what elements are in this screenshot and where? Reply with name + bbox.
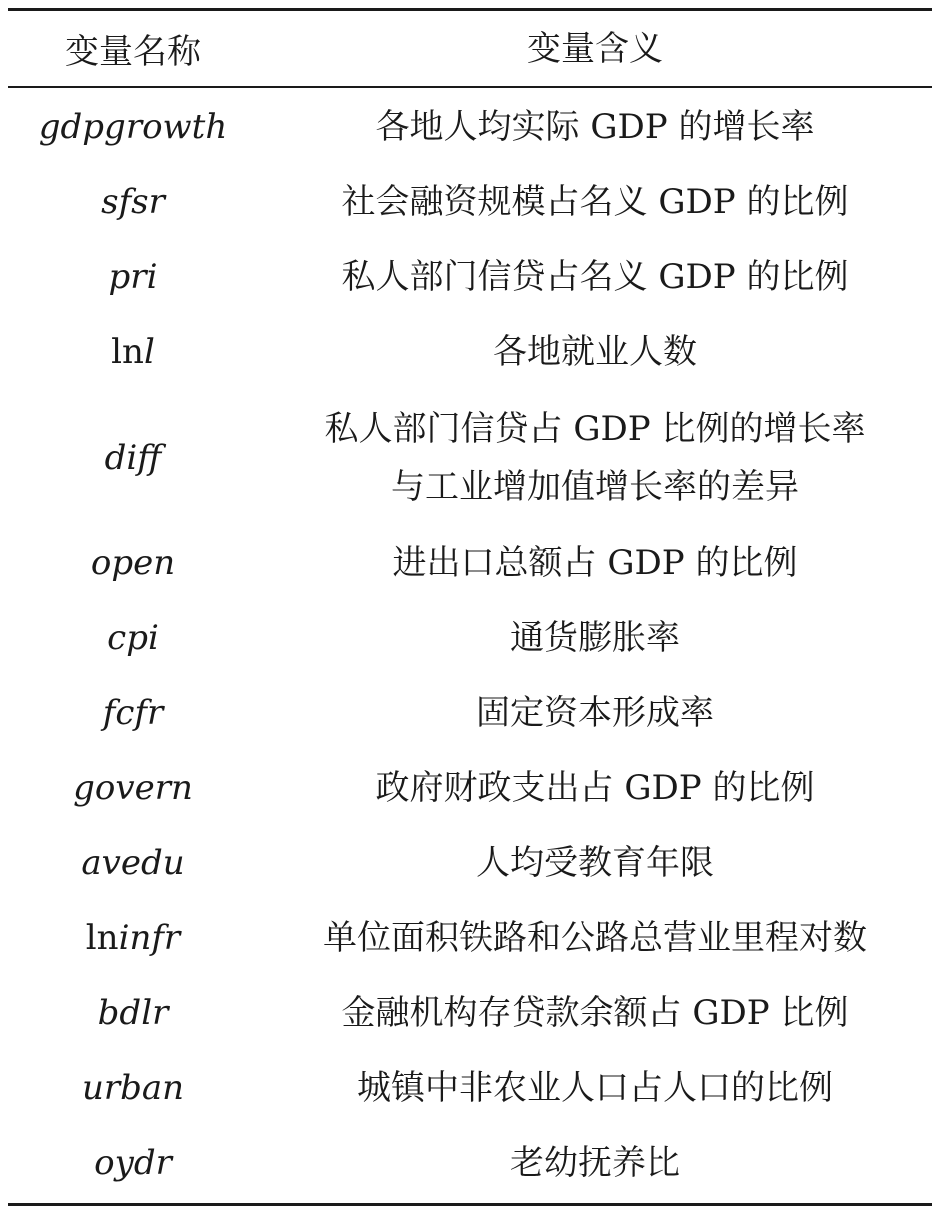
variable-name: pri	[108, 257, 158, 297]
table-header-row	[8, 11, 932, 86]
table-row	[8, 601, 932, 676]
variable-name: bdlr	[97, 993, 169, 1033]
variable-meaning: 城镇中非农业人口占人口的比例	[357, 1068, 833, 1108]
header-variable-name: 变量名称	[65, 32, 201, 72]
variable-meaning-line-1: 私人部门信贷占 GDP 比例的增长率	[324, 408, 866, 449]
table-row	[8, 240, 932, 315]
variable-name: lninfr	[85, 918, 181, 958]
variable-meaning: 单位面积铁路和公路总营业里程对数	[323, 918, 867, 958]
header-variable-meaning: 变量含义	[527, 28, 663, 69]
variable-name: urban	[81, 1068, 185, 1108]
variable-meaning: 私人部门信贷占名义 GDP 的比例	[341, 257, 849, 297]
table-row	[8, 751, 932, 826]
variable-name: lnl	[111, 332, 155, 372]
table-row	[8, 901, 932, 976]
table-row	[8, 165, 932, 240]
variable-name: gdpgrowth	[38, 107, 228, 147]
variable-meaning: 通货膨胀率	[510, 618, 680, 658]
variable-meaning: 老幼抚养比	[510, 1143, 680, 1183]
table-row	[8, 1051, 932, 1126]
variable-name: diff	[104, 437, 162, 478]
variable-meaning	[258, 400, 932, 516]
table-row	[8, 526, 932, 601]
variable-name: sfsr	[101, 182, 165, 222]
table-row	[8, 90, 932, 165]
variable-name: avedu	[81, 843, 185, 883]
variable-table	[8, 8, 932, 1206]
table-row	[8, 315, 932, 390]
variable-meaning: 政府财政支出占 GDP 的比例	[375, 768, 815, 808]
table-row	[8, 826, 932, 901]
variable-meaning: 固定资本形成率	[476, 693, 714, 733]
variable-meaning-line-2: 与工业增加值增长率的差异	[391, 466, 799, 507]
variable-meaning: 各地人均实际 GDP 的增长率	[375, 107, 815, 147]
variable-meaning: 人均受教育年限	[476, 843, 714, 883]
variable-name: cpi	[107, 618, 159, 658]
variable-meaning: 各地就业人数	[493, 332, 697, 372]
variable-meaning: 社会融资规模占名义 GDP 的比例	[341, 182, 849, 222]
variable-name: fcfr	[102, 693, 164, 733]
table-bottom-rule	[8, 1203, 932, 1206]
table-row	[8, 976, 932, 1051]
variable-name: open	[90, 543, 176, 583]
variable-meaning: 进出口总额占 GDP 的比例	[392, 543, 798, 583]
table-row	[8, 1126, 932, 1201]
variable-name: oydr	[94, 1143, 172, 1183]
variable-meaning: 金融机构存贷款余额占 GDP 比例	[341, 993, 849, 1033]
table-row	[8, 676, 932, 751]
variable-name: govern	[73, 768, 193, 808]
table-row	[8, 390, 932, 526]
